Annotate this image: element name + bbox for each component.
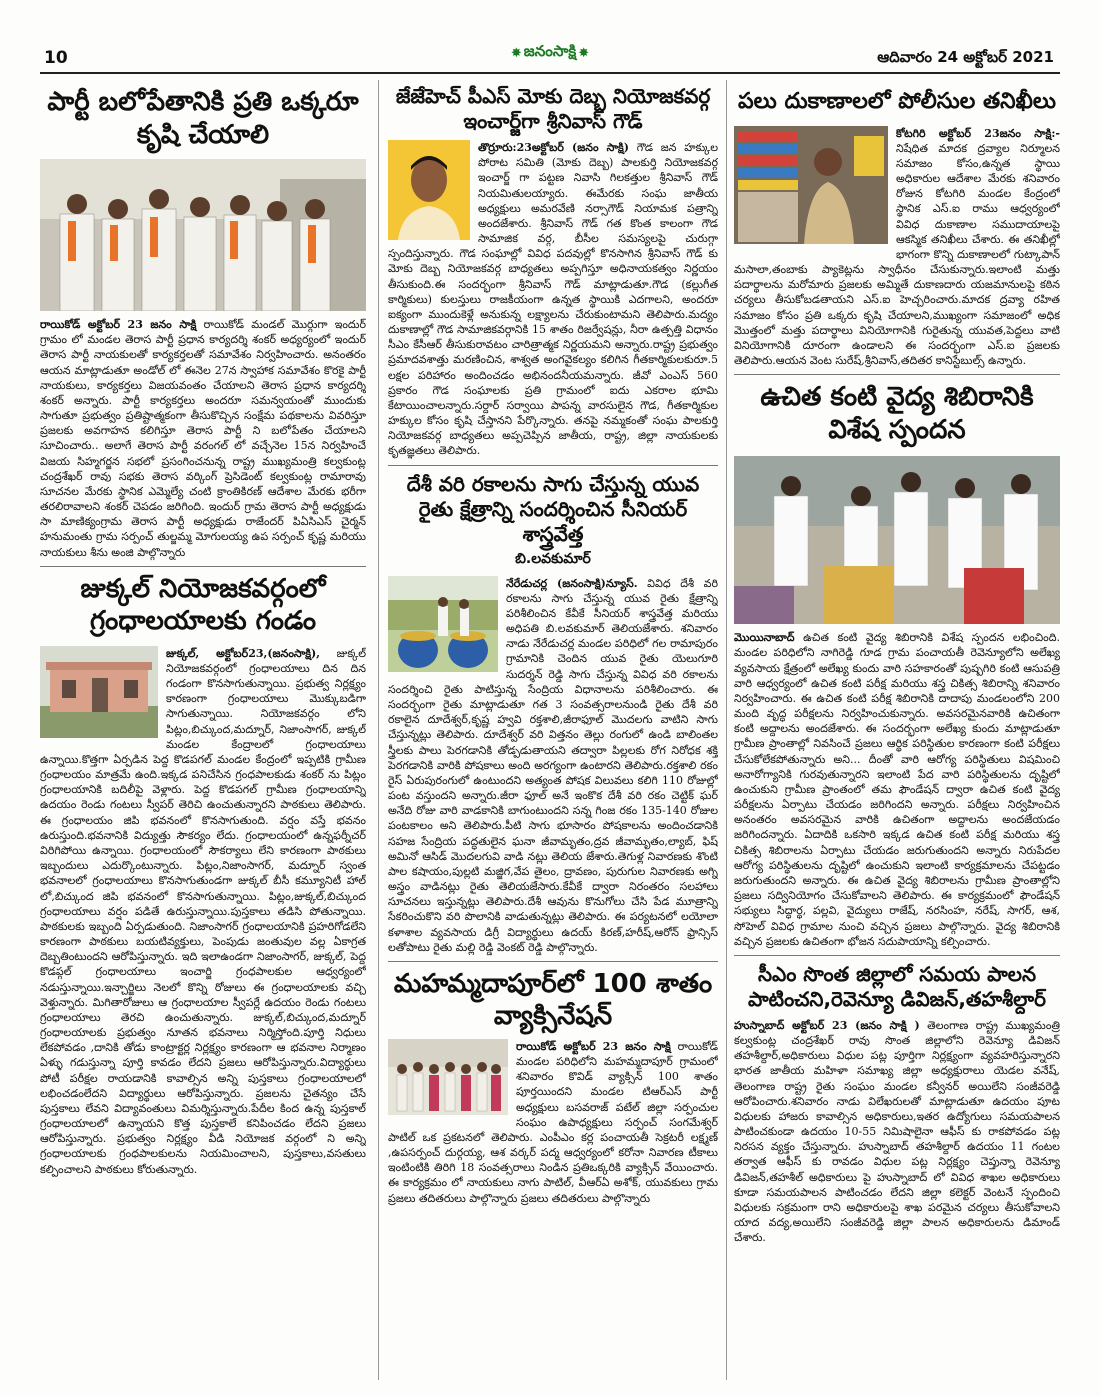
- column-left: [40, 80, 366, 1177]
- dateline: రాయికోడ్ అక్టోబర్ 23 జనం సాక్షి: [40, 318, 197, 331]
- article-a2-body: [40, 646, 366, 1177]
- photo-library-building: [40, 646, 158, 738]
- column-middle: [388, 80, 718, 1206]
- divider: [734, 374, 1060, 375]
- headline-a4: దేశీ వరి రకాలను సాగు చేస్తున్న యువ రైతు క్షేత్రాన్ని సందర్శించిన సీనియర్ శాస్త్రవేత్త: [406, 471, 700, 546]
- star-icon: ✸: [578, 45, 590, 61]
- masthead: [0, 0, 1100, 72]
- divider: [388, 465, 718, 466]
- article-a7-body: [734, 630, 1060, 949]
- dateline: నేరేడుచర్ల (జనంసాక్షి)న్యూస్.: [506, 576, 638, 590]
- column-right: [734, 80, 1060, 1245]
- headline-a1: పార్టీ బలోపేతానికి ప్రతి ఒక్కరూ కృషి చేయాలి: [47, 87, 359, 150]
- headline-a7: ఉచిత కంటి వైద్య శిబిరానికి విశేష స్పందన: [760, 382, 1034, 445]
- masthead-rule: [40, 72, 1060, 74]
- article-text: రాయికోడ్ మండల్ మొర్గుగా ఇందుర్ గ్రామం లో మండల తెరాస పార్టీ ప్రధాన కార్యదర్శి శంకర్ అధ్యర్యంలో ఇందుర్ తెరాస పార్టీ నాయకులతో కార్యకర్తలతో సమావేశం నిర్వహించారు. అనంతరం ఆయన మాట్లాడుతూ అండోల్ లో ఈనెల 27న స్వాహాక సమావేశం కొరకై పార్టీ నాయకులు, కార్యకర్తలు విజయవంతం చేయాలని తెరాస ప్రధాన కార్యదర్శి శంకర్ అన్నారు. పార్టీ కార్యకర్తలు అందరూ సమన్వయంతో ముందుకు సాగుతూ ప్రభుత్వం ప్రతిష్టాత్మకంగా తీసుకొచ్చిన సంక్షేమ పథకాలను వివరిస్తూ ప్రజలకు అవగాహన కలిగిస్తూ తెరాస పార్టీ ని బలోపేతం చేయాలని సూచించారు.. అలాగే తెరాస పార్టీ వరంగల్ లో వచ్చేనెల 15న నిర్వహించే విజయ సిహ్మగర్జన సభలో ప్రసంగించనున్న రాష్ట్ర ముఖ్యమంత్రి కల్వకుంట్ల చంద్రశేఖర్ రావు సభకు తెరాస వర్కింగ్ ప్రెసిడెంట్ కల్వకుంట్ల రామారావు సూచనల మేరకు స్థానిక ఎమ్మెల్యే చంటి క్రాంతికిరణ్ ఆదేశాల మేరకు భరీగా తరలిరావాలని శంకర్ చెపడం జరిగింది. ఇందుర్ గ్రామ తెరాస పార్టీ అధ్యక్షుడు సా మాణిక్యంగ్రామ తెరాస పార్టీ అధ్యక్షుడు రాజేందర్ పిఏసిఎస్ చైర్మన్ హనుమంతు గ్రామ సర్పంచ్ తుల్జమ్మ మోగులయ్య ఉప సర్పంచ్ కృష్ణ మరియు నాయకులు శీను అంజి పాల్గొన్నారు: [40, 318, 366, 559]
- photo-vaccination-team: [388, 1039, 508, 1115]
- dateline: కోటగిరి అక్టోబర్ 23జనం సాక్షి:-: [896, 126, 1060, 140]
- dateline: మొయినాబాద్: [734, 631, 795, 645]
- headline-a8: సీఎం సొంత జిల్లాలో సమయ పాలన పాటించని,రెవెన్యూ డివిజన్,తహశీల్దార్: [748, 961, 1046, 1011]
- logo-text: జనంసాక్షి: [523, 42, 577, 60]
- article-text: తెలంగాణ రాష్ట్ర ముఖ్యమంత్రి కల్వకుంట్ల చంద్రశేఖర్ రావు సొంత జిల్లాలోని రెవెన్యూ డివిజన్ తహశీల్దార్,అధికారులు విధుల పట్ల పూర్తిగా నిర్లక్ష్యంగా వ్యవహరిస్తున్నారని భారత జాతీయ మహిళా సమాఖ్య జిల్లా అధ్యక్షురాలు యెడల వనేష్, తెలంగాణ రాష్ట్ర రైతు సంఘం మండల కన్వీనర్ అయిలేని సంజీవరెడ్డి ఆరోపించారు.శనివారం నాడు విలేఖరులతో మాట్లాడుతూ ఉదయం పూట విధులకు హాజరు కావాల్సిన అధికారులు,ఇతర ఉద్యోగులు సమయపాలన పాటించకుండా ఉదయం 10-55 నిమిషాలైనా ఆఫీస్ కు రాకపోవడం పట్ల నిరసన వ్యక్తం చేస్తున్నారు. హుస్నాబాద్ తహశీల్దార్ ఉదయం 11 గంటల తర్వాత ఆఫీస్ కు రావడం విధుల పట్ల నిర్లక్ష్యం చెప్తున్నా రెవెన్యూ డివిజన్,తహశీల్ అధికారులు పై హుస్నాబాద్ లో వివిధ శాఖల అధికారులు కూడా సమయపాలన పాటించడం లేదని జిల్లా కలెక్టర్ వెంటనే స్పందించి విధులకు సక్రమంగా రాని అధికారులపై శాఖ పరమైన చర్యలు తీసుకోవాలని యాద వద్య,అయిలేని సంజీవరెడ్డి జిల్లా పాలన అధికారులను డిమాండ్ చేశారు.: [734, 1018, 1060, 1245]
- article-text: జుక్కల్ నియోజకవర్గంలో గ్రంధాలయాలు దిన దిన గండంగా కొనసాగుతున్నాయి. ప్రభుత్వ నిర్లక్ష్యం కారణంగా గ్రంధాలయాలు మొక్కుబడిగా సాగుతున్నాయి. నియోజకవర్గం లోని పిట్లం,బిచ్కుంద,మద్నూర్, నిజాంసాగర్, జుక్కల్ మండల కేంద్రాలలో గ్రంధాలయాలు ఉన్నాయి.కొత్తగా ఏర్పడిన పెద్ద కొడపగల్ మండల కేంద్రంలో ఇప్పటికి గ్రామీణ గ్రంధాలయం మాత్రమే ఉంది.ఇక్కడ పనిచేసిన గ్రంధపాలకుడు శంకర్ ను పిట్లం గ్రంధాలయానికి బదిలీపై వెళ్లారు. పెద్ద కొడపగల్ గ్రామీణ గ్రంధాలయాన్ని ఉదయం రెండు గంటలు స్వీపర్ తెరిచి ఉంచుతున్నారని పాఠకులు తెలిపారు. ఈ గ్రంధాలయం జిపి భవనంలో కొనసాగుతుంది. వర్షం వస్తే భవనం ఉరుస్తుంది.భవనానికి విద్యుత్తు సౌకర్యం లేదు. గ్రంధాలయంలో ఉన్నఫర్నీచర్ విరిగిపోయి ఉన్నాయి. గ్రంధాలయంలో సౌకర్యాలు లేని కారణంగా పాఠకులు ఇబ్బందులు ఎదుర్కొంటున్నారు. పిట్లం,నిజాంసాగర్, మద్నూర్ స్వంత భవనాలలో గ్రంధాలయాలు కొనసాగుతుండగా జుక్కల్ బీసీ కమ్యూనిటీ హాల్ లో,బిచ్కుంద జిపి భవనంలో కొనసాగుతున్నాయి. పిట్లం,జుక్కల్,బిచ్కుంద గ్రంధాలయాలు వర్షం పడితే ఉరుస్తున్నాయి.పుస్తకాలు తడిసి పోతున్నాయి. పాఠకులకు ఇబ్బంది ఏర్పడుతుంది. నిజాంసాగర్ గ్రంధాలయానికి ప్రహరిగోడలేని కారణంగా పాఠకులు బయటివ్యక్తులు, పెంపుడు జంతువుల వల్ల ఏకాగ్రత దెబ్బతింటుందని ఆరోపిస్తున్నారు. ఇది ఇలాఉండగా నిజాంసాగర్, జుక్కల్, పెద్ద కొడప్గల్ గ్రంధాలయాలు ఇంచార్జి గ్రంధపాలకుల ఆధ్వర్యంలో నడుస్తున్నాయి.ఇన్చార్జిలు నెలలో కొన్ని రోజులు ఈ గ్రంధాలయాలకు వచ్చి వెళ్తున్నారు. మిగితారోజులు ఆ గ్రంధాలయాల స్వీపర్లే ఉదయం రెండు గంటలు గ్రంధాలయాలు తెరచి ఉంచుతున్నారు. జుక్కల్,బిచ్కుంద,మద్నూర్ గ్రంధాలయాలకు ప్రభుత్వం నూతన భవనాలు నిర్మిస్తోంది.పూర్తి నిధులు లేకపోవడం ,దానికి తోడు కాంట్రాక్టర్ల నిర్లక్ష్యం కారణంగా ఆ భవనాల నిర్మాణం ఏళ్ళు గడుస్తున్నా పూర్తి కావడం లేదని ప్రజలు ఆరోపిస్తున్నారు.విద్యార్థులు పోటీ పరీక్షల రాయడానికి కావాల్సిన అన్ని పుస్తకాలు గ్రంధాలయాలలో లభించడంలేదని విద్యార్థులు ఆరోపిస్తున్నారు. ప్రజలను చైతన్యం చేసే పుస్తకాలు లేవని విద్యావంతులు విమర్శిస్తున్నారు.పేదీల కింద ఉన్న పుస్తకాల్ గ్రంధాలయాలలో ఉన్నాయని కొత్త పుస్తకాలే కనిపించడం లేదని ప్రజలు ఆరోపిస్తున్నారు. ప్రభుత్వం నిర్లక్ష్యం వీడి నియోజక వర్గంలో ని అన్ని గ్రంధాలయాలకు గ్రంధపాలకులను నియమించాలని, పుస్తకాలు,వసతులు కల్పించాలని పాఠకులు కోరుతున్నారు.: [40, 646, 366, 1176]
- photo-srinivas-goud: [388, 140, 470, 240]
- photo-eye-camp: [734, 456, 1060, 624]
- divider: [40, 566, 366, 567]
- dateline: తొర్రూరు:23అక్టోబర్ (జనం సాక్షి): [478, 141, 629, 154]
- article-text: రాయికోడ్ మండల పరిధిలోని మహమ్మదాపూర్ గ్రామంలో శనివారం కొవిడ్ వ్యాక్సిన్ 100 శాతం పూర్తయిందని మండల టిఆర్ఎస్ పార్టీ అధ్యక్షులు బసవరాజ్ పటేల్ జిల్లా సర్పంచుల సంఘం ఉపాధ్యక్షులు సర్పంచ్ సంగమేశ్వర్ పాటిల్ ఒక ప్రకటనలో తెలిపారు. ఎంపీఎం కర్ల పంచాయతీ సెక్రటరీ లక్ష్మణ్ ,ఉపసర్పంచ్ దుర్గయ్య, ఆశ వర్కర్ పద్మ ఆధ్వర్యంలో కరోనా నివారణ టీకాలు ఇంటింటికి తిరిగి 18 సంవత్సరాలు నిండిన ప్రతిఒక్కరికి వ్యాక్సిన్ వేయించారు. ఈ కార్యక్రమం లో నాయకులు నాగు పాటిల్, వీఆర్ఏ అశోక్, యువకులు గ్రామ ప్రజలు తదితరులు పాల్గొన్నారు ప్రజలు తదితరులు పాల్గొన్నారు: [388, 1039, 718, 1205]
- newspaper-logo: [495, 40, 605, 66]
- photo-party-meeting: [40, 159, 366, 311]
- article-a1-body: [40, 317, 366, 560]
- article-a6-body: [734, 126, 1060, 369]
- issue-date: ఆదివారం 24 అక్టోబర్ 2021: [877, 48, 1054, 66]
- star-icon: ✸: [510, 45, 522, 61]
- article-text: గౌడ జన హక్కుల పోరాట సమితి (మోకు దెబ్బ) పాలకుర్తి నియోజకవర్గ ఇంచార్జ్ గా పట్టణ నివాసి గిలకత్తుల శ్రీనివాస్ గౌడ్ నియమితులయ్యారు. ఈమేరకు సంఘ జాతీయ అధ్యక్షులు అమరవేణి నర్సాగౌడ్ నియామక పత్రాన్ని అందజేశారు. శ్రీనివాస్ గౌడ్ గత కొంత కాలంగా గౌడ సామాజిక వర్గ, బీసీల సమస్యలపై చురుగ్గా స్పందిస్తున్నారు. గౌడ సంఘాల్లో వివిధ పదవుల్లో కొనసాగిన శ్రీనివాస్ గౌడ్ కు మోకు దెబ్బ నియోజకవర్గ బాధ్యతలు అప్పగిస్తూ అధినాయకత్వం నిర్ణయం తీసుకుంది.ఈ సందర్భంగా శ్రీనివాస్ గౌడ్ మాట్లాడుతూ.గౌడ (కల్లుగీత కార్మికులు) కులస్తులు రాజకీయంగా ఉన్నత స్థాయికి ఎదగాలని, అందరూ ఐక్యంగా ముందుకెళ్లే అనుకున్న లక్ష్యాలను చేరుకుంటామని తెలిపారు.మద్యం దుకాణాల్లో గౌడ సామాజికవర్గానికి 15 శాతం రిజర్వేషన్లు, నీరా ఉత్పత్తి విధానం సీఎం కేసీఆర్ తీసుకురావటం చారిత్రాత్మక నిర్ణయమని అన్నారు.రాష్ట్ర ప్రభుత్వం ప్రమాదవశాత్తు మరణించిన, శాశ్వత అంగవైకల్యం కలిగిన గీతకార్మికులకురూ.5 లక్షల పరిహారం అందించడం అభినందనీయమన్నారు. జీవో ఎంఎస్ 560 ప్రకారం గౌడ సంఘాలకు ప్రతి గ్రామంలో ఐదు ఎకరాల భూమి కేటాయించాలన్నారు.సర్దార్ సర్వాయి పాపన్న వారసులైన గౌడ, గీతకార్మికుల హక్కుల కోసం కృషి చేస్తానని పేర్కొన్నారు. తనపై నమ్మకంతో సంఘ పాలకుర్తి నియోజకవర్గ బాధ్యతలు అప్పచెప్పిన జాతీయ, రాష్ట్ర, జిల్లా నాయకులకు కృతజ్ఞతలు తెలిపారు.: [388, 141, 718, 458]
- headline-a6: పలు దుకాణాలలో పోలీసుల తనిఖీలు: [737, 89, 1057, 114]
- article-a8-body: [734, 1018, 1060, 1246]
- byline: బి.లవకుమార్: [515, 550, 591, 567]
- dateline: రాయికోడ్ అక్టోబర్ 23 జనం సాక్షి: [516, 1039, 671, 1053]
- dateline: హుస్నాబాద్ అక్టోబర్ 23 (జనం సాక్షి ): [734, 1018, 920, 1032]
- article-text: నిషేధిత మాదక ద్రవ్యాల నిర్మూలన సమాజం కోసం,ఉన్నత స్థాయి అధికారుల ఆదేశాల మేరకు శనివారం రోజున కోటగిరి మండల కేంద్రంలో స్థానిక ఎస్.ఐ రాము ఆధ్వర్యంలో వివిధ దుకాణాల సముదాయాలపై ఆకస్మిక తనిఖీలు చేశారు. ఈ తనిఖీల్లో భాగంగా కొన్ని దుకాణాలలో గుట్కాపాన్ మసాలా,తంబాకు ప్యాకెట్లను స్వాధీనం చేసుకున్నారు.ఇలాంటి మత్తు పదార్థాలను మరోమారు ప్రజలకు అమ్మితే దుకాణదారు యజమానులపై కఠిన చర్యలు తీసుకోబడతాయని ఎస్.ఐ హెచ్చరించారు.మాదక ద్రవ్యా రహిత సమాజం కోసం ప్రతి ఒక్కరు కృషి చేయాలని,ముఖ్యంగా సమాజంలో అధిక మొత్తంలో మత్తు పదార్థాలు వినియోగానికి గురైతున్న యువత,పెద్దలు వాటి వినియోగానికి దూరంగా ఉండాలని ఈ సందర్భంగా ఎస్.ఐ ప్రజలకు తెలిపారు.ఆయన వెంట సురేష్,శ్రీనివాస్,తదితర కానిస్టేబుల్స్ ఉన్నారు.: [734, 141, 1060, 368]
- dateline: జుక్కల్, అక్టోబర్23,(జనంసాక్షి),: [166, 646, 321, 660]
- headline-a2: జుక్కల్ నియోజకవర్గంలో గ్రంధాలయాలకు గండం: [80, 573, 326, 637]
- headline-a5: మహమ్మదాపూర్‌లో 100 శాతం వ్యాక్సినేషన్: [393, 968, 713, 1032]
- article-a5-body: [388, 1039, 718, 1206]
- article-a4-body: [388, 576, 718, 955]
- article-a3-body: [388, 140, 718, 459]
- headline-a3: జేజేహెచ్ పీఎస్ మోకు దెబ్బ నియోజకవర్గ ఇంచార్జ్‌గా శ్రీనివాస్ గౌడ్: [395, 84, 711, 133]
- photo-paddy-field: [388, 576, 498, 672]
- photo-shop-inspection: [734, 126, 888, 244]
- article-text: వివిధ దేశీ వరి రకాలను సాగు చేస్తున్న యువ రైతు క్షేత్రాన్ని పరిశీలించిన కేవీకే సీనియర్ శాస్త్రవేత్త మరియు అధిపతి బి.లవకుమార్ తెలియజేశారు. శనివారం నాడు నేరేడుచర్ల మండల పరిధిలో గల రామాపురం గ్రామానికి చెందిన యువ రైతు యెలుగూరి సుదర్శన్ రెడ్డి సాగు చేస్తున్న వివిధ వరి రకాలను సందర్శించి రైతు పాటిస్తున్న సేంద్రియ విధానాలను పరిశీలించారు. ఈ సందర్భంగా రైతు మాట్లాడుతూ గత 3 సంవత్సరాలనుండి రైతు దేశీ వరి రకాలైన దూదేశ్వర్,కృష్ణ హ్వవి రక్తశాలి,జీరాఫూల్ మొదలగు వాటిని సాగు చేస్తున్నట్లు తెలిపారు. దూదేశ్వర్ వరి విత్తనం తెల్లు రంగులో ఉండి బాలింతల స్త్రీలకు పాలు పెరగడానికి తోడ్పడుతాయని తద్వారా పిల్లలకు రోగ నిరోధక శక్తి పెరగడానికి వారికి పోషకాలు అంది అరగ్యంగా ఉంటారని తెలిపారు.రక్తశాలి రకం రైస్ ఏరుపురంగులో ఉంటుందని అత్యంత పోషక విలువలు కలిగి 110 రోజుల్లో పంట వస్తుందని అన్నారు.జీరా ఫూల్ అనే ఇంకొక దేశీ వరి రకం చెట్టిక్ ఘర్ అనేది రోజు వారి వాడకానికి బాగుంటుందని సన్న గింజ రకం 135-140 రోజుల పంటకాలం అని తెలిపారు.పీటి సాగు భూసారం పోషకాలను అందించడానికి సహజ సేంద్రియ పద్ధతులైన ఘనా జీవామృతం,ద్రవ జీవామృతం,ల్యాబ్, ఫిష్ అమినో ఆసిడ్ మొదలగువి వాడి నట్లు తెలియ జేశారు.తెగుళ్ల నివారణకు శొంటి పాల కషాయం,పుల్లటి మజ్జిగ,వేప తైలం, ద్రావణం, పురుగుల నివారణకు అగ్ని అస్త్రం వాడినట్లు రైతు తెలియజేసారు.కేవీకే ద్వారా నిరంతరం సలహాలు సూచనలు ఇస్తున్నట్లు తెలిపారు.దేశీ ఆవును కొనుగోలు చేసి పేడ మూత్రాన్ని సేకరించుకొని వరి పొలానికి వాడుతున్నట్లు తెలిపారు. ఈ పర్యటనలో లయోలా కళాశాల వ్యవసాయ డిగ్రీ విద్యార్థులు ఉదయ్ కిరణ్,హరీష్,ఆరోన్ ఫ్రాన్సిస్ లతోపాటు రైతు మల్లి రెడ్డి వెంకట్ రెడ్డి పాల్గొన్నారు.: [388, 576, 718, 954]
- divider: [734, 955, 1060, 956]
- article-text: ఉచిత కంటి వైద్య శిబిరానికి విశేష స్పందన లభించింది. మండల పరిధిలోని నాగిరెడ్డి గూడ గ్రామ పంచాయతీ రెవెన్యూలోని అలేఖ్య వ్యవసాయ క్షేత్రంలో అలేఖ్య కుందు వారి సహకారంతో పుష్పగిరి కంటి ఆసుపత్రి వారి ఆధ్వర్యంలో ఉచిత కంటి పరీక్ష మరియు శస్త్ర చికిత్స శిబిరాన్ని శనివారం నిర్వహించారు. ఈ ఉచిత కంటి పరీక్ష శిబిరానికి దాదాపు మండలంలోని 200 మంది వృద్ధ పరీక్షలను నిర్వహించుకున్నారు. అవసరమైనవారికి ఉచితంగా కంటి అద్దాలను అందజేశారు. ఈ సందర్భంగా అలేఖ్య కుందు మాట్లాడుతూ గ్రామీణ ప్రాంతాల్లో నివసించే ప్రజలు ఆర్థిక పరిస్థితుల కారణంగా కంటి పరీక్షలు చేసుకోలేకపోతున్నారు అని... దీంతో వారి ఆరోగ్య పరిస్థితులు విషమించి అనారోగ్యానికి గురవుతున్నారని ఇలాంటి పేద వారి పరిస్థితులను దృష్టిలో ఉంచుకుని గ్రామీణ ప్రాంతంలో తమ ఫౌండేషన్ ద్వారా ఉచిత కంటి వైద్య పరీక్షలను ఏర్పాటు చేయడం జరిగిందని అన్నారు. పరీక్షలు నిర్వహించిన అనంతరం అవసరమైన వారికి ఉచితంగా అద్దాలను అందజేయడం జరిగిందన్నారు. ఏదాదికి ఒకసారి ఇక్కడ ఉచిత కంటి పరీక్ష మరియు శస్త్ర చికిత్స శిబిరాలను ఏర్పాటు చేయడం జరుగుతుందని అన్నారు నిరుపేదల ఆరోగ్య పరిస్థితులను దృష్టిలో ఉంచుకుని ఇలాంటి కార్యక్రమాలను చేపట్టడం జరుగుతుందని అన్నారు. ఈ ఉచిత వైద్య శిబిరాలను గ్రామీణ ప్రాంతాల్లోని ప్రజలు సద్వినియోగం చేసుకోవాలని తెలిపారు. ఈ కార్యక్రమంలో ఫౌండేషన్ సభ్యులు సిద్ధార్థ, పల్లవి, వైద్యులు రాజేష్, నరసింహ, నరేష్, సాగర్, ఆశ, సోహెల్ వివిధ గ్రామాల నుంచి వచ్చిన ప్రజలు పాల్గొన్నారు. వైద్య శిబిరానికి వచ్చిన ప్రజలకు ఉచితంగా భోజన సదుపాయాన్ని కల్పించారు.: [734, 631, 1060, 948]
- column-divider: [378, 80, 379, 1380]
- page-number: 10: [44, 48, 68, 68]
- column-divider: [726, 80, 727, 1380]
- divider: [388, 961, 718, 962]
